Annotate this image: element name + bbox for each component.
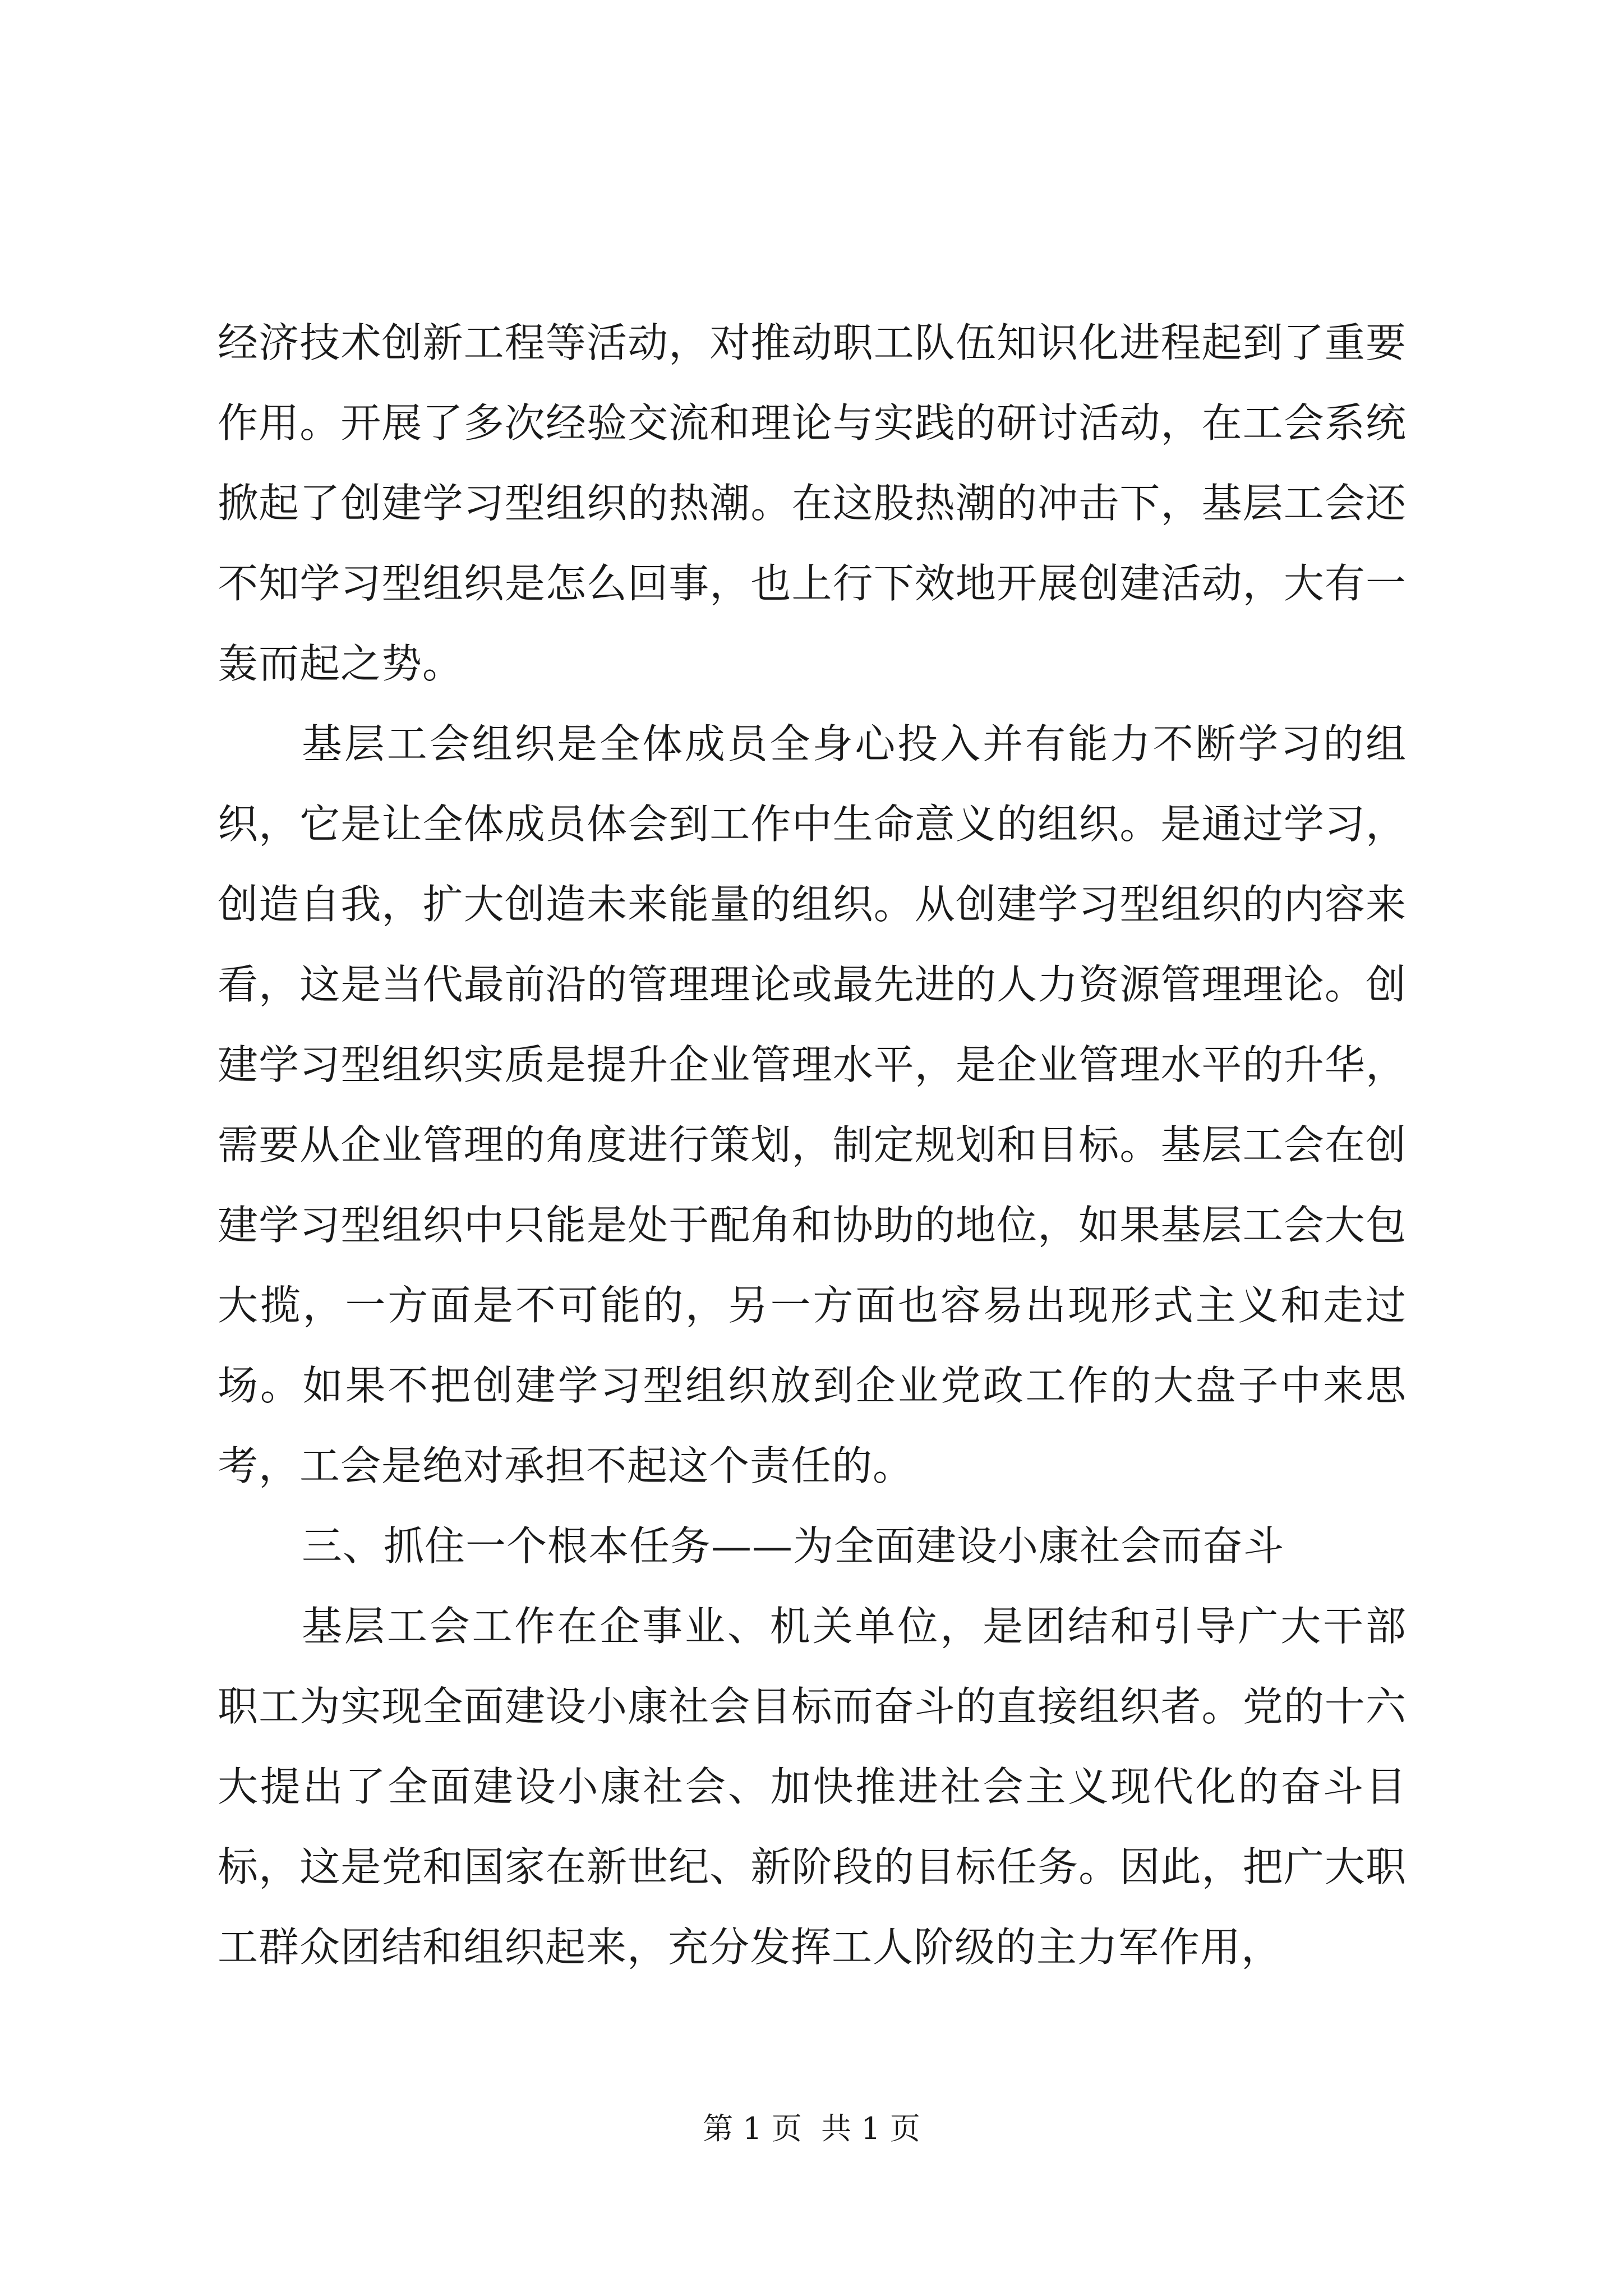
paragraph-2: 基层工会组织是全体成员全身心投入并有能力不断学习的组织，它是让全体成员体会到工作中生命意义的组织。是通过学习，创造自我，扩大创造未来能量的组织。从创建学习型组织的内容来看，这是当代最前沿的管理理论或最先进的人力资源管理理论。创建学习型组织实质是提升企业管理水平，是企业管理水平的升华，需要从企业管理的角度进行策划，制定规划和目标。基层工会在创建学习型组织中只能是处于配角和协助的地位，如果基层工会大包大揽，一方面是不可能的，另一方面也容易出现形式主义和走过场。如果不把创建学习型组织放到企业党政工作的大盘子中来思考，工会是绝对承担不起这个责任的。 <box>218 720 1407 1489</box>
page-footer <box>0 2109 1623 2148</box>
page-number-label: 第 1 页 共 1 页 <box>703 2111 920 2146</box>
paragraph-1: 经济技术创新工程等活动，对推动职工队伍知识化进程起到了重要作用。开展了多次经验交流和理论与实践的研讨活动，在工会系统掀起了创建学习型组织的热潮。在这股热潮的冲击下，基层工会还不知学习型组织是怎么回事，也上行下效地开展创建活动，大有一轰而起之势。 <box>218 319 1407 687</box>
document-body <box>218 303 1407 1987</box>
section-heading: 三、抓住一个根本任务——为全面建设小康社会而奋斗 <box>302 1522 1285 1570</box>
paragraph-3: 基层工会工作在企事业、机关单位，是团结和引导广大干部职工为实现全面建设小康社会目标而奋斗的直接组织者。党的十六大提出了全面建设小康社会、加快推进社会主义现代化的奋斗目标，这是党和国家在新世纪、新阶段的目标任务。因此，把广大职工群众团结和组织起来，充分发挥工人阶级的主力军作用， <box>218 1603 1407 1971</box>
